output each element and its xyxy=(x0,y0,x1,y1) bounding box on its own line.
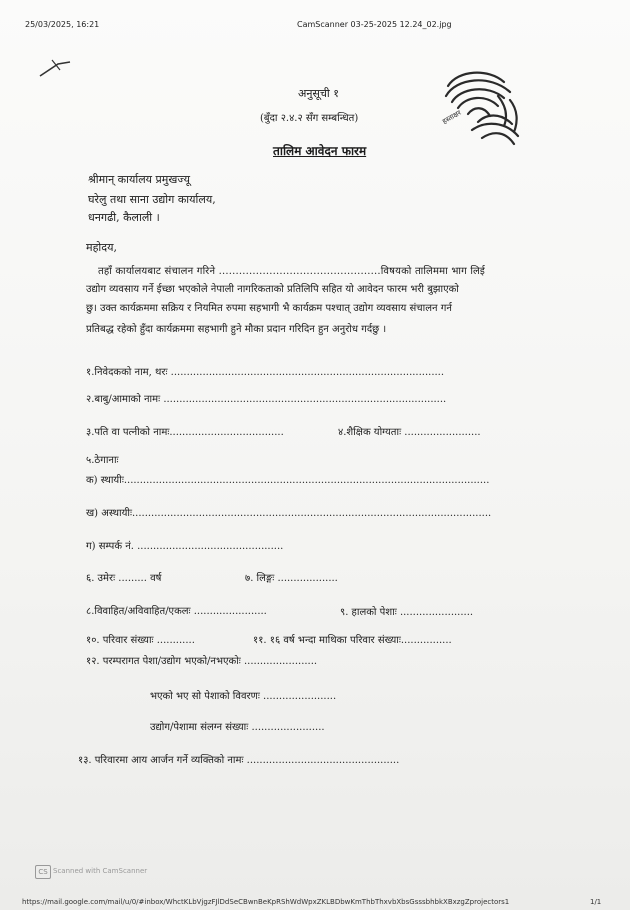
body-line-1: तहाँ कार्यालयबाट संचालन गरिने ................................................विषयको तालिममा भाग लिई xyxy=(98,266,486,277)
body-line-3: छु। उक्त कार्यक्रममा सक्रिय र नियमित रुपमा सहभागी भै कार्यक्रम पश्चात् उद्योग व्यवसाय संचालन गर्न xyxy=(86,303,452,314)
field-gender: ७. लिङ्गः ................... xyxy=(245,573,338,584)
field-permanent-address: क) स्थायीः................................................................................................................... xyxy=(86,475,490,486)
camscanner-logo-icon: CS xyxy=(35,865,51,879)
field-parent-name: २.बाबु/आमाको नामः ......................................................................................... xyxy=(86,394,447,405)
field-contact-number: ग) सम्पर्क नं. .............................................. xyxy=(86,541,284,552)
address-line-3: धनगढी, कैलाली । xyxy=(88,211,160,224)
field-spouse-name: ३.पति वा पत्नीको नामः.................................... xyxy=(86,427,284,438)
print-file-title: CamScanner 03-25-2025 12.24_02.jpg xyxy=(297,20,452,29)
related-note: (बुँदा २.४.२ सँग सम्बन्धित) xyxy=(260,113,359,124)
address-line-1: श्रीमान् कार्यालय प्रमुखज्यू xyxy=(88,173,191,186)
field-traditional-occupation: १२. परम्परागत पेशा/उद्योग भएको/नभएकोः ....................... xyxy=(86,656,318,667)
print-datetime: 25/03/2025, 16:21 xyxy=(25,20,100,29)
field-current-occupation: ९. हालको पेशाः ....................... xyxy=(340,607,474,618)
address-line-2: घरेलु तथा साना उद्योग कार्यालय, xyxy=(88,193,216,206)
field-marital-status: ८.विवाहित/अविवाहित/एकलः ....................... xyxy=(86,606,267,617)
field-people-engaged: उद्योग/पेशामा संलग्न संख्याः ....................... xyxy=(150,722,325,733)
form-title: तालिम आवेदन फारम xyxy=(273,144,367,158)
annex-heading: अनुसूची १ xyxy=(298,87,339,100)
field-temporary-address: ख) अस्थायीः................................................................................................................. xyxy=(86,508,492,519)
salutation: महोदय, xyxy=(86,241,117,254)
field-education: ४.शैक्षिक योग्यताः ........................ xyxy=(338,427,481,438)
fingerprint-stamp-icon xyxy=(438,66,524,148)
body-line-4: प्रतिबद्ध रहेको हुँदा कार्यक्रममा सहभागी हुने मौका प्रदान गरिदिन हुन अनुरोध गर्दछु । xyxy=(86,324,387,335)
print-page-number: 1/1 xyxy=(590,898,602,906)
field-applicant-name: १.निवेदकको नाम, थरः ...................................................................................... xyxy=(86,367,445,378)
field-occupation-details: भएको भए सो पेशाको विवरणः ....................... xyxy=(150,691,337,702)
scanned-with-text: Scanned with CamScanner xyxy=(53,867,148,875)
scan-corner-mark-icon xyxy=(38,58,72,78)
svg-text:हस्ताक्षर: हस्ताक्षर xyxy=(441,108,463,126)
body-line-2: उद्योग व्यवसाय गर्ने ईच्छा भएकोले नेपाली नागरिकताको प्रतिलिपि सहित यो आवेदन फारम भरी बुझाएको xyxy=(86,284,459,295)
field-address-label: ५.ठेगानाः xyxy=(86,455,119,466)
print-url: https://mail.google.com/mail/u/0/#inbox/WhctKLbVjgzFJlDdSeCBwnBeKpRShWdWpxZKLBDbwKmThbThxvbXbsGsssbhbkXBxzgZprojectors1 xyxy=(22,898,510,906)
field-family-size: १०. परिवार संख्याः ............ xyxy=(86,635,195,646)
field-age: ६. उमेरः ......... वर्ष xyxy=(86,573,162,584)
field-earning-members: १३. परिवारमा आय आर्जन गर्ने व्यक्तिको नामः ................................................ xyxy=(78,755,400,766)
field-family-over-16: ११. १६ वर्ष भन्दा माथिका परिवार संख्याः................ xyxy=(253,635,452,646)
